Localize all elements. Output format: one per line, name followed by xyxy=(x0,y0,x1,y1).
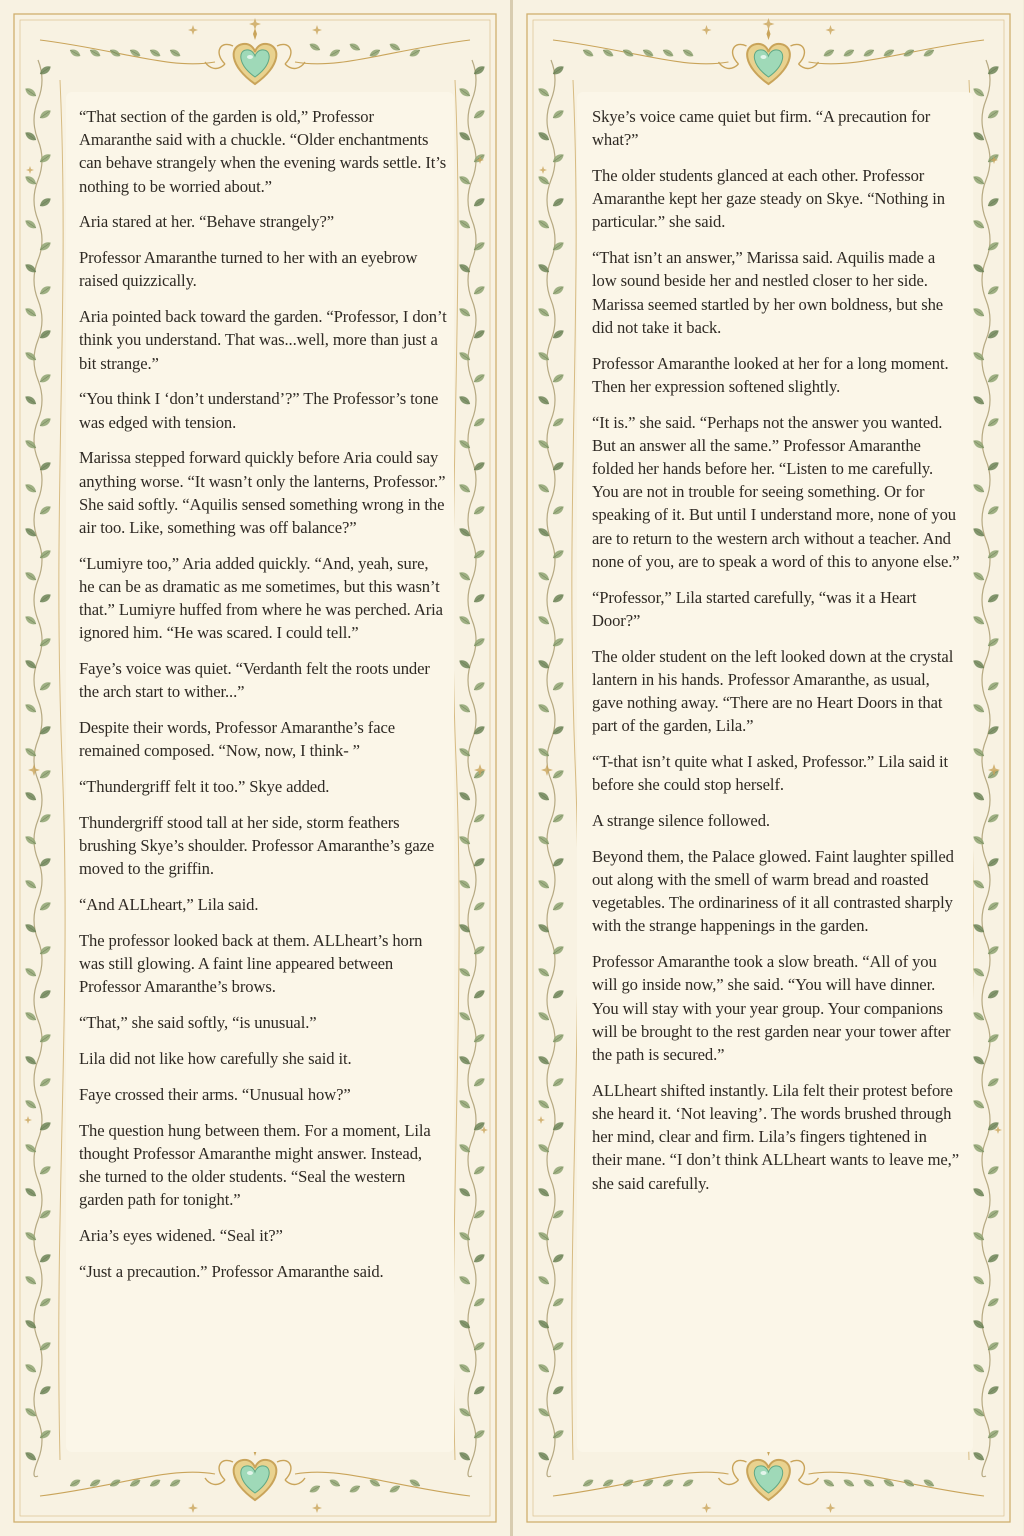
vine-leaf-icon xyxy=(972,790,986,803)
vine-leaf-icon xyxy=(472,1252,486,1265)
vine-leaf-icon xyxy=(986,284,1000,297)
vine-leaf-icon xyxy=(986,108,1000,121)
vine-leaf-icon xyxy=(537,1230,551,1243)
vine-leaf-icon xyxy=(24,614,38,627)
paragraph: The older students glanced at each other. Professor Amaranthe kept her gaze steady on Skye. “Nothing in particular.” she said. xyxy=(592,166,945,232)
vine-leaf-icon xyxy=(38,1252,52,1265)
vine-leaf-icon xyxy=(986,1296,1000,1309)
paragraph: Aria pointed back toward the garden. “Professor, I don’t think you understand. That was...well, more than just a bit strange.” xyxy=(79,307,447,373)
vine-leaf-icon xyxy=(537,614,551,627)
paragraph: Beyond them, the Palace glowed. Faint laughter spilled out along with the smell of warm bread and roasted vegetables. The ordinariness of it all contrasted sharply with the strange happenings in the garden. xyxy=(592,846,954,936)
vine-leaf-icon xyxy=(551,1076,565,1089)
vine-leaf-icon xyxy=(458,86,472,99)
vine-leaf-icon xyxy=(169,1477,182,1488)
heart-gem-icon xyxy=(205,1444,305,1500)
vine-leaf-icon xyxy=(551,416,565,429)
vine-leaf-icon xyxy=(551,1032,565,1045)
paragraph: Faye’s voice was quiet. “Verdanth felt the roots under the arch start to wither...” xyxy=(79,659,430,702)
vine-leaf-icon xyxy=(24,174,38,187)
vine-leaf-icon xyxy=(388,1483,401,1494)
vine-leaf-icon xyxy=(972,878,986,891)
paragraph: “Thundergriff felt it too.” Skye added. xyxy=(79,777,330,797)
vine-leaf-icon xyxy=(458,702,472,715)
vine-leaf-icon xyxy=(24,1450,38,1463)
paragraph: “That section of the garden is old,” Professor Amaranthe said with a chuckle. “Older enchantments can behave strangely when the evening wards settle. It’s nothing to be worried about.” xyxy=(79,107,447,196)
paragraph: The professor looked back at them. ALLheart’s horn was still glowing. A faint line appeared between Professor Amaranthe’s brows. xyxy=(79,931,423,997)
paragraph: “Professor,” Lila started carefully, “was it a Heart Door?” xyxy=(592,587,917,630)
vine-leaf-icon xyxy=(472,1164,486,1177)
vine-leaf-icon xyxy=(862,1477,875,1488)
sparkle-icon xyxy=(24,1116,32,1124)
vine-leaf-icon xyxy=(582,47,595,58)
vine-leaf-icon xyxy=(551,1164,565,1177)
vine-leaf-icon xyxy=(972,1274,986,1287)
vine-leaf-icon xyxy=(972,614,986,627)
heart-gem-icon xyxy=(205,28,305,84)
vine-leaf-icon xyxy=(972,1098,986,1111)
vine-leaf-icon xyxy=(551,988,565,1001)
vine-leaf-icon xyxy=(972,438,986,451)
vine-leaf-icon xyxy=(551,592,565,605)
vine-leaf-icon xyxy=(986,1428,1000,1441)
vine-leaf-icon xyxy=(537,966,551,979)
vine-leaf-icon xyxy=(986,1076,1000,1089)
vine-leaf-icon xyxy=(986,196,1000,209)
vine-leaf-icon xyxy=(986,900,1000,913)
vine-leaf-icon xyxy=(551,1252,565,1265)
vine-leaf-icon xyxy=(986,1384,1000,1397)
vine-leaf-icon xyxy=(38,548,52,561)
vine-leaf-icon xyxy=(902,1477,915,1488)
paragraph: “Just a precaution.” Professor Amaranthe said. xyxy=(79,1261,384,1281)
vine-leaf-icon xyxy=(24,1318,38,1331)
vine-leaf-icon xyxy=(986,1164,1000,1177)
vine-leaf-icon xyxy=(986,1032,1000,1045)
vine-leaf-icon xyxy=(24,702,38,715)
vine-leaf-icon xyxy=(682,47,695,58)
vine-leaf-icon xyxy=(537,1054,551,1067)
vine-leaf-icon xyxy=(348,1483,361,1494)
paragraph: Professor Amaranthe looked at her for a long moment. Then her expression softened slightly. xyxy=(592,353,949,396)
vine-leaf-icon xyxy=(551,196,565,209)
vine-leaf-icon xyxy=(24,790,38,803)
vine-leaf-icon xyxy=(472,988,486,1001)
vine-leaf-icon xyxy=(458,1450,472,1463)
vine-leaf-icon xyxy=(458,966,472,979)
vine-leaf-icon xyxy=(38,636,52,649)
vine-leaf-icon xyxy=(972,350,986,363)
vine-leaf-icon xyxy=(38,108,52,121)
vine-leaf-icon xyxy=(458,438,472,451)
sparkle-icon xyxy=(312,25,322,35)
vine-leaf-icon xyxy=(972,1318,986,1331)
sparkle-icon xyxy=(826,25,836,35)
paragraph: A strange silence followed. xyxy=(592,811,770,831)
vine-leaf-icon xyxy=(24,878,38,891)
vine-leaf-icon xyxy=(38,284,52,297)
right-page xyxy=(513,0,1023,1536)
vine-leaf-icon xyxy=(472,1428,486,1441)
vine-leaf-icon xyxy=(842,47,855,58)
vine-leaf-icon xyxy=(551,1384,565,1397)
paragraph: “And ALLheart,” Lila said. xyxy=(79,895,259,915)
vine-leaf-icon xyxy=(38,504,52,517)
vine-leaf-icon xyxy=(458,878,472,891)
vine-leaf-icon xyxy=(551,636,565,649)
vine-leaf-icon xyxy=(458,614,472,627)
vine-leaf-icon xyxy=(537,570,551,583)
sparkle-icon xyxy=(702,1503,712,1513)
heart-gem-icon xyxy=(719,1444,819,1500)
vine-leaf-icon xyxy=(537,1274,551,1287)
vine-leaf-icon xyxy=(822,47,835,58)
vine-leaf-icon xyxy=(24,1274,38,1287)
vine-leaf-icon xyxy=(551,548,565,561)
vine-leaf-icon xyxy=(24,350,38,363)
vine-leaf-icon xyxy=(38,592,52,605)
vine-leaf-icon xyxy=(972,702,986,715)
vine-leaf-icon xyxy=(972,570,986,583)
vine-leaf-icon xyxy=(972,218,986,231)
vine-leaf-icon xyxy=(458,834,472,847)
vine-leaf-icon xyxy=(472,636,486,649)
vine-leaf-icon xyxy=(38,372,52,385)
vine-leaf-icon xyxy=(551,372,565,385)
vine-leaf-icon xyxy=(972,174,986,187)
vine-leaf-icon xyxy=(388,41,401,52)
vine-leaf-icon xyxy=(24,1230,38,1243)
vine-leaf-icon xyxy=(537,790,551,803)
vine-leaf-icon xyxy=(458,394,472,407)
vine-leaf-icon xyxy=(537,438,551,451)
vine-leaf-icon xyxy=(472,416,486,429)
vine-leaf-icon xyxy=(458,570,472,583)
sparkle-icon xyxy=(537,1116,545,1124)
paragraph: Faye crossed their arms. “Unusual how?” xyxy=(79,1084,351,1104)
vine-leaf-icon xyxy=(169,47,182,58)
vine-leaf-icon xyxy=(972,1186,986,1199)
paragraph: The older student on the left looked down at the crystal lantern in his hands. Professor Amaranthe, as usual, gave nothing away. “There are no Heart Doors in that part of the garden, Lila.” xyxy=(592,646,954,736)
vine-leaf-icon xyxy=(458,1098,472,1111)
vine-leaf-icon xyxy=(472,196,486,209)
vine-leaf-icon xyxy=(24,1186,38,1199)
vine-leaf-icon xyxy=(458,1318,472,1331)
vine-leaf-icon xyxy=(38,1384,52,1397)
vine-leaf-icon xyxy=(986,636,1000,649)
vine-leaf-icon xyxy=(458,482,472,495)
vine-leaf-icon xyxy=(38,1164,52,1177)
vine-leaf-icon xyxy=(472,900,486,913)
vine-leaf-icon xyxy=(38,1296,52,1309)
paragraph: “T-that isn’t quite what I asked, Professor.” Lila said it before she could stop herself. xyxy=(592,752,948,795)
vine-leaf-icon xyxy=(38,768,52,781)
vine-leaf-icon xyxy=(472,372,486,385)
paragraph: Lila did not like how carefully she said it. xyxy=(79,1049,352,1069)
vine-leaf-icon xyxy=(662,1477,675,1488)
sparkle-icon xyxy=(826,1503,836,1513)
vine-leaf-icon xyxy=(458,350,472,363)
vine-leaf-icon xyxy=(38,196,52,209)
vine-leaf-icon xyxy=(551,680,565,693)
right-page-text xyxy=(592,105,960,1207)
vine-leaf-icon xyxy=(972,1450,986,1463)
vine-leaf-icon xyxy=(24,1054,38,1067)
vine-leaf-icon xyxy=(986,592,1000,605)
vine-leaf-icon xyxy=(682,1477,695,1488)
left-page-text xyxy=(79,105,447,1296)
vine-leaf-icon xyxy=(24,438,38,451)
left-curl-line xyxy=(59,80,65,1460)
vine-leaf-icon xyxy=(972,86,986,99)
vine-leaf-icon xyxy=(972,1362,986,1375)
vine-leaf-icon xyxy=(472,504,486,517)
vine-stem xyxy=(982,60,990,1477)
vine-leaf-icon xyxy=(472,548,486,561)
heart-gem-icon xyxy=(719,28,819,84)
left-page xyxy=(0,0,510,1536)
vine-leaf-icon xyxy=(38,900,52,913)
vine-leaf-icon xyxy=(986,504,1000,517)
vine-leaf-icon xyxy=(24,1098,38,1111)
vine-leaf-icon xyxy=(537,1362,551,1375)
vine-leaf-icon xyxy=(537,218,551,231)
vine-leaf-icon xyxy=(38,988,52,1001)
vine-leaf-icon xyxy=(972,966,986,979)
vine-leaf-icon xyxy=(24,394,38,407)
vine-leaf-icon xyxy=(842,1477,855,1488)
vine-leaf-icon xyxy=(472,592,486,605)
vine-leaf-icon xyxy=(149,47,162,58)
vine-leaf-icon xyxy=(458,174,472,187)
vine-leaf-icon xyxy=(972,1054,986,1067)
vine-leaf-icon xyxy=(24,218,38,231)
vine-leaf-icon xyxy=(986,988,1000,1001)
vine-leaf-icon xyxy=(458,1186,472,1199)
vine-leaf-icon xyxy=(472,1032,486,1045)
vine-leaf-icon xyxy=(972,834,986,847)
vine-leaf-icon xyxy=(472,284,486,297)
vine-leaf-icon xyxy=(458,306,472,319)
vine-leaf-icon xyxy=(551,900,565,913)
vine-leaf-icon xyxy=(348,41,361,52)
sparkle-icon xyxy=(539,166,547,174)
vine-leaf-icon xyxy=(537,1450,551,1463)
vine-leaf-icon xyxy=(149,1477,162,1488)
vine-leaf-icon xyxy=(662,47,675,58)
vine-leaf-icon xyxy=(308,1483,321,1494)
vine-leaf-icon xyxy=(551,504,565,517)
vine-leaf-icon xyxy=(537,86,551,99)
paragraph: Aria stared at her. “Behave strangely?” xyxy=(79,212,335,232)
vine-leaf-icon xyxy=(472,108,486,121)
vine-leaf-icon xyxy=(551,284,565,297)
vine-leaf-icon xyxy=(458,1230,472,1243)
vine-leaf-icon xyxy=(537,1098,551,1111)
vine-leaf-icon xyxy=(537,1186,551,1199)
sparkle-icon xyxy=(541,764,553,776)
vine-leaf-icon xyxy=(972,394,986,407)
paragraph: The question hung between them. For a moment, Lila thought Professor Amaranthe might answer. Instead, she turned to the older students. “Seal the western garden path for tonight.” xyxy=(79,1120,431,1210)
vine-leaf-icon xyxy=(582,1477,595,1488)
vine-leaf-icon xyxy=(328,47,341,58)
vine-leaf-icon xyxy=(69,1477,82,1488)
vine-leaf-icon xyxy=(472,1296,486,1309)
vine-leaf-icon xyxy=(24,1362,38,1375)
vine-leaf-icon xyxy=(972,482,986,495)
vine-leaf-icon xyxy=(537,878,551,891)
sparkle-icon xyxy=(26,166,34,174)
paragraph: “That,” she said softly, “is unusual.” xyxy=(79,1013,317,1033)
vine-leaf-icon xyxy=(38,152,52,165)
sparkle-icon xyxy=(188,1503,198,1513)
sparkle-icon xyxy=(312,1503,322,1513)
paragraph: “Lumiyre too,” Aria added quickly. “And, yeah, sure, he can be as dramatic as me sometimes, but this wasn’t that.” Lumiyre huffed from where he was perched. Aria ignored him. “He was scared. I could tell.” xyxy=(79,553,443,643)
paragraph: Despite their words, Professor Amaranthe’s face remained composed. “Now, now, I think- ” xyxy=(79,718,396,761)
vine-leaf-icon xyxy=(972,306,986,319)
sparkle-icon xyxy=(188,25,198,35)
vine-leaf-icon xyxy=(622,1477,635,1488)
vine-leaf-icon xyxy=(24,570,38,583)
vine-leaf-icon xyxy=(551,768,565,781)
vine-leaf-icon xyxy=(862,47,875,58)
vine-leaf-icon xyxy=(537,834,551,847)
sparkle-icon xyxy=(28,764,40,776)
vine-leaf-icon xyxy=(972,1230,986,1243)
vine-leaf-icon xyxy=(328,1477,341,1488)
vine-leaf-icon xyxy=(537,174,551,187)
vine-leaf-icon xyxy=(38,680,52,693)
vine-leaf-icon xyxy=(24,482,38,495)
paragraph: Thundergriff stood tall at her side, storm feathers brushing Skye’s shoulder. Professor Amaranthe’s gaze moved to the griffin. xyxy=(79,813,435,879)
paragraph: Aria’s eyes widened. “Seal it?” xyxy=(79,1226,283,1246)
vine-leaf-icon xyxy=(458,1054,472,1067)
vine-leaf-icon xyxy=(986,372,1000,385)
vine-leaf-icon xyxy=(537,306,551,319)
sparkle-icon xyxy=(702,25,712,35)
vine-leaf-icon xyxy=(537,1318,551,1331)
vine-leaf-icon xyxy=(622,47,635,58)
vine-leaf-icon xyxy=(537,394,551,407)
vine-leaf-icon xyxy=(458,1362,472,1375)
vine-leaf-icon xyxy=(551,152,565,165)
vine-leaf-icon xyxy=(472,1076,486,1089)
vine-leaf-icon xyxy=(69,47,82,58)
paragraph: “You think I ‘don’t understand’?” The Professor’s tone was edged with tension. xyxy=(79,389,439,432)
vine-leaf-icon xyxy=(38,1032,52,1045)
vine-leaf-icon xyxy=(24,834,38,847)
vine-leaf-icon xyxy=(472,1384,486,1397)
vine-leaf-icon xyxy=(472,680,486,693)
vine-leaf-icon xyxy=(24,306,38,319)
vine-leaf-icon xyxy=(109,47,122,58)
vine-leaf-icon xyxy=(38,1428,52,1441)
paragraph: Skye’s voice came quiet but firm. “A precaution for what?” xyxy=(592,107,931,150)
paragraph: “It is.” she said. “Perhaps not the answer you wanted. But an answer all the same.” Professor Amaranthe folded her hands before her. “Listen to me carefully. You are not in trouble for seeing something. Or for speaking of it. But until I understand more, none of you are to return to the western arch without a teacher. And none of you, are to speak a word of this to anyone else.” xyxy=(592,412,960,571)
vine-leaf-icon xyxy=(308,41,321,52)
vine-leaf-icon xyxy=(986,1252,1000,1265)
vine-leaf-icon xyxy=(986,416,1000,429)
vine-leaf-icon xyxy=(458,790,472,803)
vine-leaf-icon xyxy=(458,218,472,231)
paragraph: Professor Amaranthe turned to her with an eyebrow raised quizzically. xyxy=(79,248,418,291)
vine-leaf-icon xyxy=(551,1296,565,1309)
vine-leaf-icon xyxy=(551,1428,565,1441)
paragraph: ALLheart shifted instantly. Lila felt their protest before she heard it. ‘Not leaving’. The words brushed through her mind, clear and firm. Lila’s fingers tightened in their mane. “I don’t think ALLheart wants to leave me,” she said carefully. xyxy=(592,1080,959,1193)
vine-leaf-icon xyxy=(537,350,551,363)
paragraph: Marissa stepped forward quickly before Aria could say anything worse. “It wasn’t only the lanterns, Professor.” She said softly. “Aquilis sensed something wrong in the air too. Like, something was off balance?” xyxy=(79,448,446,538)
vine-leaf-icon xyxy=(24,966,38,979)
vine-leaf-icon xyxy=(822,1477,835,1488)
vine-leaf-icon xyxy=(38,1076,52,1089)
vine-leaf-icon xyxy=(24,86,38,99)
vine-stem xyxy=(468,60,476,1477)
vine-leaf-icon xyxy=(109,1477,122,1488)
paragraph: “That isn’t an answer,” Marissa said. Aquilis made a low sound beside her and nestled closer to her side. Marissa seemed startled by her own boldness, but she did not take it back. xyxy=(592,248,944,337)
vine-leaf-icon xyxy=(38,416,52,429)
vine-leaf-icon xyxy=(986,680,1000,693)
vine-leaf-icon xyxy=(458,1274,472,1287)
vine-leaf-icon xyxy=(986,548,1000,561)
vine-leaf-icon xyxy=(902,47,915,58)
vine-leaf-icon xyxy=(551,108,565,121)
vine-leaf-icon xyxy=(537,482,551,495)
vine-leaf-icon xyxy=(537,702,551,715)
paragraph: Professor Amaranthe took a slow breath. “All of you will go inside now,” she said. “You will have dinner. You will stay with your year group. Your companions will be brought to the rest garden near your tower after the path is secured.” xyxy=(592,952,951,1065)
